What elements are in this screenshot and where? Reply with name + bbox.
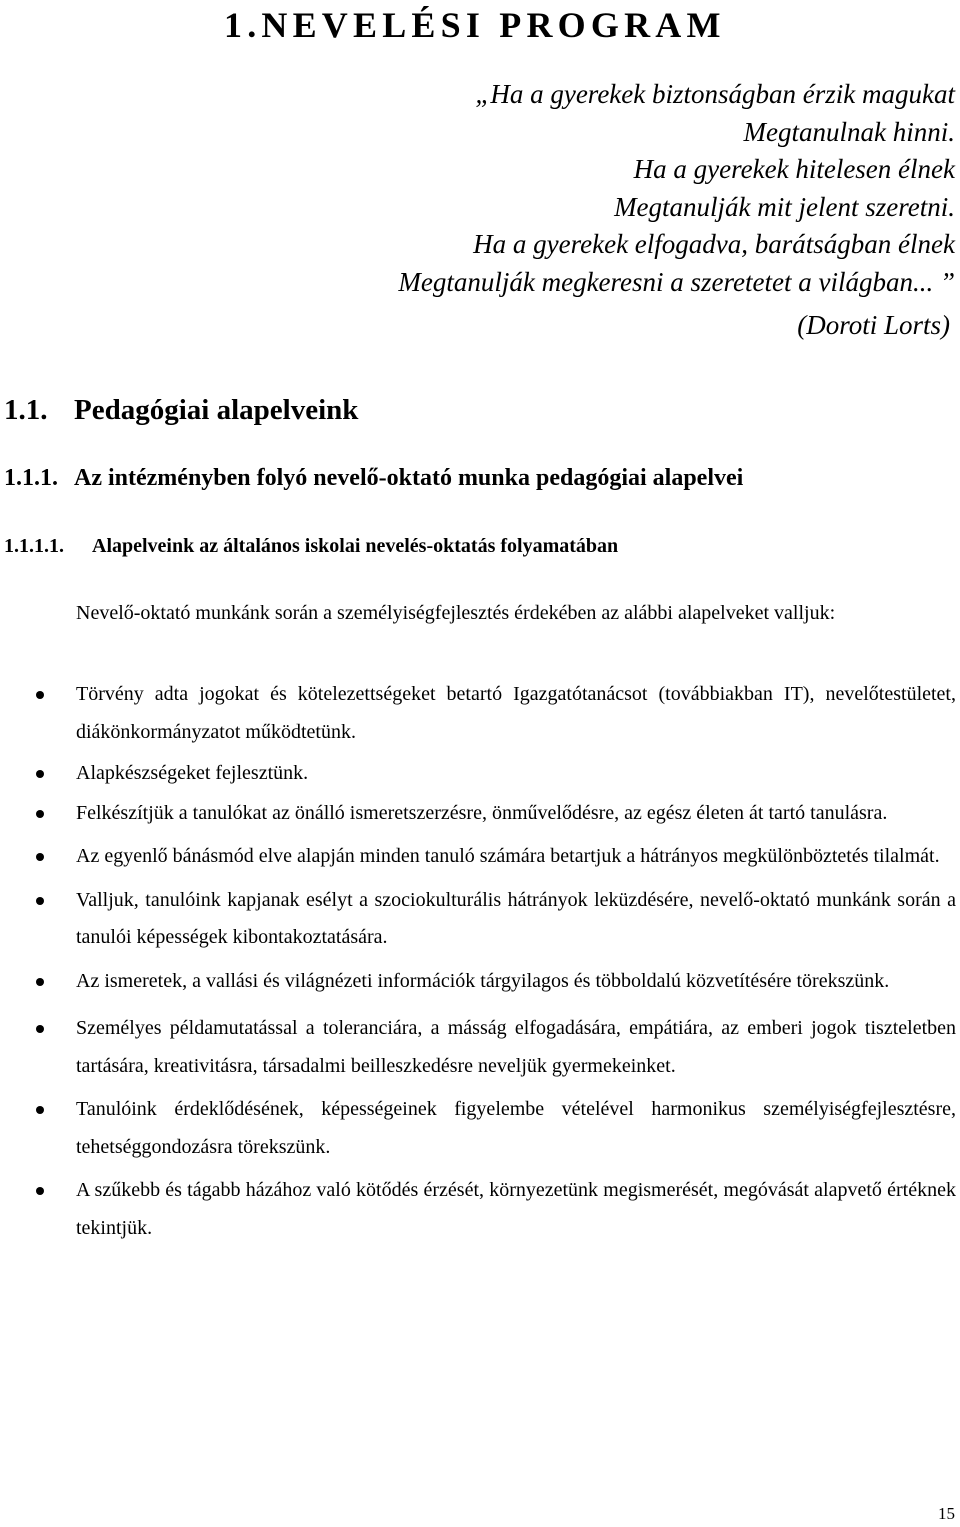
motto-quote xyxy=(255,76,955,301)
list-item xyxy=(0,1091,956,1166)
list-item-text: Az egyenlő bánásmód elve alapján minden tanuló számára betartjuk a hátrányos megkülönböztetés tilalmát. xyxy=(76,845,940,867)
list-item xyxy=(0,1172,956,1247)
subsection-number: 1.1.1. xyxy=(4,465,58,491)
list-item-text: Az ismeretek, a vallási és világnézeti információk tárgyilagos és többoldalú közvetítésére törekszünk. xyxy=(76,969,890,992)
subsection-title: Az intézményben folyó nevelő-oktató munka pedagógiai alapelvei xyxy=(74,465,744,491)
list-item xyxy=(0,755,956,793)
section-title: Pedagógiai alapelveink xyxy=(74,394,359,426)
list-item-text: Alapkészségeket fejlesztünk. xyxy=(76,762,309,784)
subsection-heading xyxy=(4,465,743,492)
list-item xyxy=(0,676,956,751)
list-item-text: Személyes példamutatással a toleranciára, a másság elfogadására, empátiára, az emberi jogok tiszteletben tartására, kreativitásra, társadalmi beilleszkedésre neveljük gyermekeinket. xyxy=(76,1017,956,1077)
list-item-text: Törvény adta jogokat és kötelezettségeket betartó Igazgatótanácsot (továbbiakban IT), nevelőtestületet, diákönkormányzatot működtetünk. xyxy=(76,683,956,743)
bullet-icon xyxy=(36,1187,44,1195)
list-item xyxy=(0,795,956,833)
motto-line: Megtanulják megkeresni a szeretetet a világban... ” xyxy=(398,266,955,297)
principles-list xyxy=(0,676,956,1247)
list-item xyxy=(0,1010,956,1085)
motto-line: „Ha a gyerekek biztonságban érzik magukat xyxy=(475,79,955,109)
list-item xyxy=(0,963,956,1001)
list-item-text: A szűkebb és tágabb házához való kötődés érzését, környezetünk megismerését, megóvását alapvető értéknek tekintjük. xyxy=(76,1179,956,1239)
list-item xyxy=(0,882,956,957)
bullet-icon xyxy=(36,1025,44,1033)
bullet-icon xyxy=(36,897,44,905)
list-item-text: Felkészítjük a tanulókat az önálló ismeretszerzésre, önművelődésre, az egész életen át tartó tanulásra. xyxy=(76,801,888,824)
subsubsection-heading xyxy=(4,535,618,558)
subsubsection-title: Alapelveink az általános iskolai nevelés-oktatás folyamatában xyxy=(92,535,619,557)
bullet-icon xyxy=(36,770,44,778)
bullet-icon xyxy=(36,691,44,699)
bullet-icon xyxy=(36,978,44,986)
list-item-text: Valljuk, tanulóink kapjanak esélyt a szociokulturális hátrányok leküzdésére, nevelő-oktató munkánk során a tanulói képességek kibontakoztatására. xyxy=(76,888,956,948)
bullet-icon xyxy=(36,810,44,818)
bullet-icon xyxy=(36,1106,44,1114)
motto-line: Megtanulnak hinni. xyxy=(743,116,955,147)
motto-line: Ha a gyerekek hitelesen élnek xyxy=(633,154,955,184)
page-number: 15 xyxy=(938,1504,955,1523)
subsubsection-number: 1.1.1.1. xyxy=(4,535,64,557)
motto-author: (Doroti Lorts) xyxy=(797,310,950,340)
motto-line: Megtanulják mit jelent szeretni. xyxy=(614,191,955,222)
section-heading xyxy=(4,394,358,427)
page-title: 1.NEVELÉSI PROGRAM xyxy=(224,5,726,45)
section-number: 1.1. xyxy=(4,394,48,426)
intro-paragraph: Nevelő-oktató munkánk során a személyiségfejlesztés érdekében az alábbi alapelveket valljuk: xyxy=(76,602,836,624)
bullet-icon xyxy=(36,853,44,861)
list-item xyxy=(0,838,956,876)
motto-line: Ha a gyerekek elfogadva, barátságban élnek xyxy=(473,229,955,259)
list-item-text: Tanulóink érdeklődésének, képességeinek figyelembe vételével harmonikus személyiségfejlesztésre, tehetséggondozásra törekszünk. xyxy=(76,1098,956,1158)
